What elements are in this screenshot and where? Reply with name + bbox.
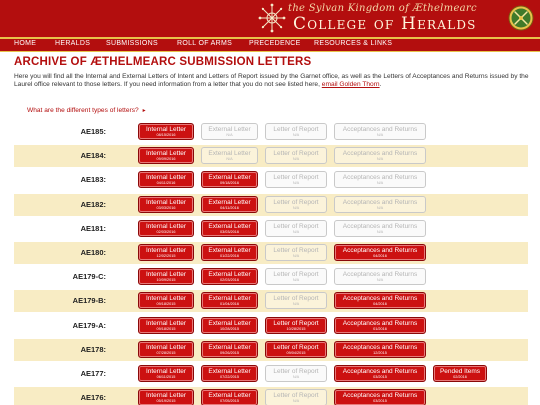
- button-label: External Letter: [208, 319, 251, 327]
- button-date: 09/26/2015: [219, 350, 239, 355]
- button-label: External Letter: [208, 174, 251, 182]
- button-date: N/A: [292, 399, 300, 404]
- internal-letter-button[interactable]: [138, 365, 194, 382]
- submission-id: AE181:: [80, 223, 106, 233]
- button-label: Internal Letter: [145, 319, 187, 327]
- external-letter-button[interactable]: [201, 341, 258, 358]
- button-date: 06/11/2015: [156, 375, 176, 379]
- button-date: N/A: [226, 157, 233, 162]
- letter-of-report-button: [265, 389, 327, 405]
- button-label: Acceptances and Returns: [342, 271, 418, 279]
- letter-of-report-button: [265, 220, 327, 237]
- table-row: [14, 290, 528, 312]
- button-label: External Letter: [208, 392, 251, 400]
- letter-of-report-button: [265, 244, 327, 261]
- button-label: Acceptances and Returns: [342, 198, 418, 206]
- button-date: N/A: [376, 278, 384, 283]
- letter-of-report-button[interactable]: [265, 341, 327, 358]
- button-date: N/A: [376, 133, 384, 137]
- button-label: Letter of Report: [273, 222, 319, 230]
- button-label: Internal Letter: [145, 295, 187, 303]
- email-golden-thorn-link[interactable]: email Golden Thorn: [321, 81, 380, 89]
- button-date: 09/18/2015: [156, 302, 176, 307]
- expand-arrow-icon: ▸: [142, 108, 146, 114]
- letter-of-report-button: [265, 147, 327, 164]
- button-date: 03/03/2016: [156, 205, 176, 210]
- external-letter-button[interactable]: [201, 292, 258, 309]
- letter-of-report-button: [265, 268, 327, 285]
- button-date: 03/03/2016: [219, 229, 239, 234]
- letter-types-label: What are the different types of letters?: [27, 107, 139, 114]
- button-date: 03/2015: [373, 399, 387, 404]
- button-date: N/A: [376, 181, 384, 186]
- button-label: Acceptances and Returns: [342, 222, 418, 230]
- internal-letter-button[interactable]: [138, 147, 194, 164]
- button-date: 10/28/2015: [286, 326, 306, 331]
- submission-id: AE178:: [80, 344, 106, 354]
- submission-id: AE182:: [80, 199, 106, 209]
- button-label: Internal Letter: [145, 368, 187, 375]
- pended-items-button[interactable]: [433, 365, 487, 382]
- acceptances-returns-button: [334, 220, 426, 237]
- button-label: Acceptances and Returns: [342, 247, 418, 254]
- button-label: Letter of Report: [273, 392, 319, 400]
- button-label: Internal Letter: [145, 198, 187, 206]
- internal-letter-button[interactable]: [138, 268, 194, 285]
- table-row: [14, 339, 528, 361]
- button-date: 04/2016: [373, 254, 387, 258]
- nav-roll-of-arms[interactable]: ROLL OF ARMS: [177, 40, 233, 47]
- nav-home[interactable]: HOME: [14, 40, 37, 47]
- button-date: N/A: [292, 205, 300, 210]
- button-label: Letter of Report: [273, 343, 319, 351]
- acceptances-returns-button: [334, 123, 426, 140]
- table-row: [14, 387, 528, 405]
- button-label: Letter of Report: [273, 126, 319, 133]
- letter-of-report-button: [265, 123, 327, 140]
- button-label: Letter of Report: [273, 368, 319, 375]
- intro-body: Here you will find all the Internal and External Letters of Intent and Letters of Report issued by the Garnet office, as well as the Letters of Acceptances and Returns issued by the Laurel office relevant to those letters. If you need information from a letter that you do not see listed here,: [14, 73, 529, 89]
- button-date: 09/09/2016: [156, 157, 176, 162]
- table-row: [14, 145, 528, 167]
- internal-letter-button[interactable]: [138, 196, 194, 213]
- button-date: 02/03/2016: [156, 229, 176, 234]
- external-letter-button: [201, 147, 258, 164]
- submission-id: AE183:: [80, 175, 106, 185]
- letter-of-report-button: [265, 171, 327, 188]
- acceptances-returns-button: [334, 171, 426, 188]
- button-date: 07/05/2015: [219, 399, 239, 404]
- button-label: Acceptances and Returns: [342, 368, 418, 375]
- button-date: 10/28/2015: [219, 326, 239, 331]
- external-letter-button[interactable]: [201, 196, 258, 213]
- internal-letter-button[interactable]: [138, 123, 194, 140]
- site-title: College of Heralds: [293, 14, 477, 34]
- letter-of-report-button: [265, 196, 327, 213]
- button-label: Letter of Report: [273, 174, 319, 182]
- button-label: Acceptances and Returns: [342, 319, 418, 327]
- internal-letter-button[interactable]: [138, 317, 194, 334]
- button-label: Letter of Report: [273, 295, 319, 303]
- button-label: Letter of Report: [273, 319, 319, 327]
- button-date: N/A: [292, 181, 300, 186]
- button-date: 07/22/2015: [219, 375, 239, 379]
- letter-types-toggle[interactable]: [27, 107, 146, 114]
- submission-id: AE180:: [80, 248, 106, 257]
- button-label: Letter of Report: [273, 198, 319, 206]
- external-letter-button[interactable]: [201, 389, 258, 405]
- college-seal-icon: [508, 5, 534, 31]
- submission-id: AE176:: [80, 393, 106, 403]
- table-row: [14, 242, 528, 264]
- button-label: External Letter: [208, 295, 251, 303]
- external-letter-button[interactable]: [201, 220, 258, 237]
- button-label: External Letter: [208, 126, 251, 133]
- button-date: 02/2016: [453, 375, 467, 379]
- button-date: 12/2015: [373, 350, 387, 355]
- button-label: External Letter: [208, 198, 251, 206]
- acceptances-returns-button: [334, 196, 426, 213]
- button-label: External Letter: [208, 271, 251, 279]
- button-date: N/A: [376, 229, 384, 234]
- button-date: N/A: [292, 375, 300, 379]
- button-date: 03/2015: [373, 375, 387, 379]
- submission-id: AE177:: [80, 369, 106, 378]
- external-letter-button: [201, 123, 258, 140]
- submission-id: AE179-B:: [72, 296, 106, 306]
- button-date: 09/04/2015: [286, 350, 306, 355]
- button-label: Internal Letter: [145, 271, 187, 279]
- button-label: Acceptances and Returns: [342, 150, 418, 158]
- nav-border: [0, 51, 540, 52]
- button-date: 01/2016: [373, 326, 387, 331]
- button-label: Acceptances and Returns: [342, 126, 418, 133]
- button-date: 08/15/2016: [156, 133, 176, 137]
- intro-end: .: [379, 81, 382, 89]
- submission-id: AE185:: [80, 127, 106, 136]
- intro-text: [14, 73, 532, 89]
- nav-resources-links[interactable]: RESOURCES & LINKS: [314, 40, 393, 47]
- submission-id: AE184:: [80, 151, 106, 161]
- button-label: Acceptances and Returns: [342, 392, 418, 400]
- button-label: External Letter: [208, 343, 251, 351]
- button-date: 02/03/2016: [219, 278, 239, 283]
- button-label: Internal Letter: [145, 174, 187, 182]
- button-date: N/A: [292, 302, 300, 307]
- internal-letter-button[interactable]: [138, 292, 194, 309]
- button-label: External Letter: [208, 150, 251, 158]
- acceptances-returns-button: [334, 147, 426, 164]
- button-date: 09/18/2015: [156, 326, 176, 331]
- button-date: N/A: [376, 205, 384, 210]
- page-title: ARCHIVE OF ÆTHELMEARC SUBMISSION LETTERS: [14, 56, 312, 68]
- button-date: N/A: [292, 278, 300, 283]
- button-label: Acceptances and Returns: [342, 174, 418, 182]
- nav-heralds[interactable]: HERALDS: [55, 40, 91, 47]
- button-date: 05/19/2015: [156, 399, 176, 404]
- table-row: [14, 266, 528, 288]
- external-letter-button[interactable]: [201, 365, 258, 382]
- nav-precedence[interactable]: PRECEDENCE: [249, 40, 301, 47]
- button-label: External Letter: [208, 247, 251, 254]
- button-date: 04/11/2016: [220, 205, 239, 210]
- button-label: Internal Letter: [145, 343, 187, 351]
- site-tagline: the Sylvan Kingdom of Æthelmearc: [288, 3, 477, 14]
- button-date: 10/09/2015: [156, 278, 176, 283]
- button-label: Internal Letter: [145, 247, 187, 254]
- internal-letter-button[interactable]: [138, 171, 194, 188]
- compass-star-icon: [258, 3, 286, 33]
- table-row: [14, 218, 528, 240]
- external-letter-button[interactable]: [201, 268, 258, 285]
- letter-of-report-button[interactable]: [265, 317, 327, 334]
- button-date: 07/28/2015: [156, 350, 176, 355]
- button-label: External Letter: [208, 368, 251, 375]
- button-label: Pended Items: [439, 368, 481, 375]
- button-label: Letter of Report: [273, 247, 319, 254]
- submission-id: AE179-C:: [72, 272, 106, 282]
- acceptances-returns-button[interactable]: [334, 244, 426, 261]
- internal-letter-button[interactable]: [138, 244, 194, 261]
- button-date: N/A: [376, 157, 384, 162]
- table-row: [14, 194, 528, 216]
- acceptances-returns-button[interactable]: [334, 292, 426, 309]
- button-date: 04/2016: [373, 302, 387, 307]
- button-label: Internal Letter: [145, 392, 187, 400]
- letter-of-report-button: [265, 365, 327, 382]
- button-date: 09/18/2016: [219, 181, 239, 186]
- button-date: N/A: [292, 133, 300, 137]
- button-label: Internal Letter: [145, 150, 187, 158]
- acceptances-returns-button[interactable]: [334, 389, 426, 405]
- button-date: N/A: [226, 133, 233, 137]
- internal-letter-button[interactable]: [138, 341, 194, 358]
- table-row: [14, 121, 528, 143]
- internal-letter-button[interactable]: [138, 220, 194, 237]
- acceptances-returns-button[interactable]: [334, 341, 426, 358]
- button-date: 04/11/2016: [156, 181, 176, 186]
- button-label: Acceptances and Returns: [342, 343, 418, 351]
- acceptances-returns-button: [334, 268, 426, 285]
- submission-id: AE179-A:: [72, 320, 106, 330]
- button-date: 01/04/2016: [219, 302, 239, 307]
- table-row: [14, 169, 528, 191]
- button-date: 12/02/2015: [156, 254, 176, 258]
- nav-submissions[interactable]: SUBMISSIONS: [106, 40, 158, 47]
- button-date: 01/22/2016: [219, 254, 239, 258]
- acceptances-returns-button[interactable]: [334, 365, 426, 382]
- table-row: [14, 363, 528, 385]
- main-nav: [0, 39, 540, 51]
- button-label: Acceptances and Returns: [342, 295, 418, 303]
- external-letter-button[interactable]: [201, 171, 258, 188]
- button-label: Letter of Report: [273, 271, 319, 279]
- button-date: N/A: [292, 157, 300, 162]
- button-label: Internal Letter: [145, 222, 187, 230]
- button-label: Internal Letter: [145, 126, 187, 133]
- external-letter-button[interactable]: [201, 244, 258, 261]
- external-letter-button[interactable]: [201, 317, 258, 334]
- button-label: External Letter: [208, 222, 251, 230]
- button-label: Letter of Report: [273, 150, 319, 158]
- letter-of-report-button: [265, 292, 327, 309]
- button-date: N/A: [292, 254, 300, 258]
- button-date: N/A: [292, 229, 300, 234]
- internal-letter-button[interactable]: [138, 389, 194, 405]
- acceptances-returns-button[interactable]: [334, 317, 426, 334]
- table-row: [14, 315, 528, 337]
